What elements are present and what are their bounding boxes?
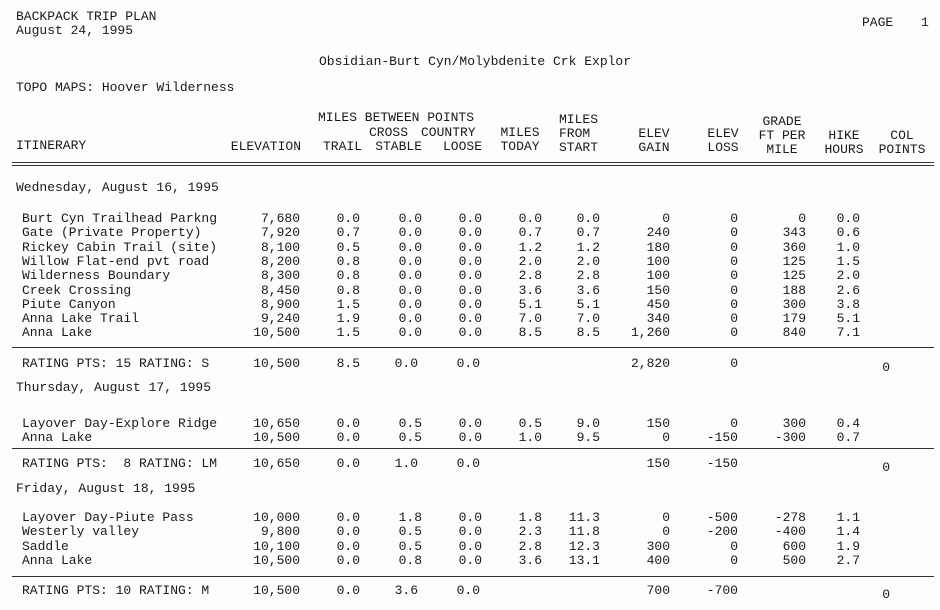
elev-loss-cell: 0 xyxy=(730,211,738,226)
hike-hours-cell: 0.0 xyxy=(836,211,860,226)
elevation-cell: 10,500 xyxy=(253,325,300,341)
itinerary-cell: Saddle xyxy=(22,538,69,554)
miles-start-cell: 7.0 xyxy=(576,311,600,327)
grade-cell: -300 xyxy=(774,430,806,446)
stable-cell: 0.0 xyxy=(398,296,422,312)
summary-col-points: 0 xyxy=(882,360,890,375)
hike-hours-cell: 5.1 xyxy=(836,311,860,327)
miles-today-cell: 8.5 xyxy=(518,325,542,341)
miles-start-cell: 2.0 xyxy=(576,253,600,269)
summary-elevation: 10,650 xyxy=(253,456,300,471)
miles-start-cell: 3.6 xyxy=(576,282,600,298)
miles-start-cell: 13.1 xyxy=(568,552,600,568)
elev-loss-cell: -500 xyxy=(706,510,738,525)
miles-today-cell: 0.0 xyxy=(518,211,542,226)
elev-loss-cell: 0 xyxy=(730,225,738,241)
elev-gain-cell: 1,260 xyxy=(630,325,670,341)
summary-stable: 1.0 xyxy=(394,456,418,471)
elev-loss-cell: 0 xyxy=(730,268,738,284)
elev-gain-cell: 0 xyxy=(662,430,670,446)
stable-cell: 0.0 xyxy=(398,282,422,298)
grade-cell: -278 xyxy=(774,510,806,525)
itinerary-cell: Willow Flat-end pvt road xyxy=(22,253,210,269)
elevation-cell: 10,500 xyxy=(253,552,300,568)
summary-trail: 0.0 xyxy=(336,583,360,598)
miles-start-cell: 0.0 xyxy=(576,211,600,226)
miles-today-cell: 1.2 xyxy=(518,239,542,255)
elev-loss-cell: 0 xyxy=(730,416,738,431)
trail-cell: 1.9 xyxy=(336,311,360,327)
elev-loss-cell: 0 xyxy=(730,282,738,298)
grade-cell: 500 xyxy=(782,552,806,568)
elevation-cell: 10,500 xyxy=(253,430,300,446)
elev-gain-cell: 150 xyxy=(646,416,670,431)
loose-cell: 0.0 xyxy=(458,239,482,255)
trail-cell: 0.5 xyxy=(336,239,360,255)
elev-loss-cell: 0 xyxy=(730,538,738,554)
col-points-header-2: POINTS xyxy=(878,142,926,157)
grade-cell: 300 xyxy=(782,296,806,312)
elevation-cell: 9,800 xyxy=(260,524,300,540)
miles-today-cell: 2.3 xyxy=(518,524,542,540)
elev-gain-cell: 100 xyxy=(646,268,670,284)
elevation-cell: 10,000 xyxy=(253,510,300,525)
stable-cell: 0.5 xyxy=(398,416,422,431)
loose-cell: 0.0 xyxy=(458,430,482,446)
grade-cell: -400 xyxy=(774,524,806,540)
elev-loss-header-1: ELEV xyxy=(707,126,739,141)
hike-hours-cell: 0.4 xyxy=(836,416,860,431)
summary-stable: 0.0 xyxy=(394,356,418,371)
elev-loss-cell: 0 xyxy=(730,325,738,341)
elev-gain-cell: 100 xyxy=(646,253,670,269)
elev-gain-cell: 300 xyxy=(646,538,670,554)
miles-today-cell: 7.0 xyxy=(518,311,542,327)
miles-today-cell: 1.8 xyxy=(518,510,542,525)
miles-start-cell: 2.8 xyxy=(576,268,600,284)
trail-cell: 0.8 xyxy=(336,268,360,284)
hike-hours-cell: 1.1 xyxy=(836,510,860,525)
grade-cell: 360 xyxy=(782,239,806,255)
loose-cell: 0.0 xyxy=(458,296,482,312)
miles-today-cell: 3.6 xyxy=(518,282,542,298)
trail-header: TRAIL xyxy=(322,139,362,154)
col-points-header-1: COL xyxy=(890,128,914,143)
hike-hours-cell: 3.8 xyxy=(836,296,860,312)
miles-today-cell: 1.0 xyxy=(518,430,542,446)
loose-cell: 0.0 xyxy=(458,416,482,431)
miles-start-header-2: FROM xyxy=(559,126,591,141)
loose-cell: 0.0 xyxy=(458,311,482,327)
stable-cell: 1.8 xyxy=(398,510,422,525)
loose-cell: 0.0 xyxy=(458,225,482,241)
stable-cell: 0.5 xyxy=(398,524,422,540)
stable-cell: 0.8 xyxy=(398,552,422,568)
elevation-cell: 10,100 xyxy=(253,538,300,554)
elevation-cell: 8,900 xyxy=(260,296,300,312)
trail-cell: 0.8 xyxy=(336,282,360,298)
hike-hours-header-2: HOURS xyxy=(824,142,864,157)
elevation-cell: 8,200 xyxy=(260,253,300,269)
itinerary-cell: Rickey Cabin Trail (site) xyxy=(22,239,218,255)
grade-cell: 0 xyxy=(798,211,806,226)
miles-today-cell: 2.8 xyxy=(518,268,542,284)
stable-cell: 0.0 xyxy=(398,325,422,341)
trail-cell: 0.0 xyxy=(336,416,360,431)
elev-loss-cell: 0 xyxy=(730,552,738,568)
hike-hours-header-1: HIKE xyxy=(828,128,860,143)
elev-gain-cell: 240 xyxy=(646,225,670,241)
summary-col-points: 0 xyxy=(882,587,890,602)
miles-start-cell: 5.1 xyxy=(576,296,600,312)
trail-cell: 0.0 xyxy=(336,538,360,554)
stable-cell: 0.0 xyxy=(398,225,422,241)
trail-cell: 1.5 xyxy=(336,296,360,312)
itinerary-cell: Gate (Private Property) xyxy=(22,225,202,241)
page-number: 1 xyxy=(921,15,929,30)
miles-today-header-1: MILES xyxy=(500,125,540,140)
stable-cell: 0.0 xyxy=(398,211,422,226)
topo-maps: TOPO MAPS: Hoover Wilderness xyxy=(16,80,235,95)
elev-gain-cell: 0 xyxy=(662,211,670,226)
day-date: Thursday, August 17, 1995 xyxy=(16,380,212,395)
grade-cell: 179 xyxy=(782,311,806,327)
elev-gain-cell: 180 xyxy=(646,239,670,255)
loose-cell: 0.0 xyxy=(458,538,482,554)
elev-gain-cell: 0 xyxy=(662,524,670,540)
hike-hours-cell: 2.0 xyxy=(836,268,860,284)
grade-cell: 600 xyxy=(782,538,806,554)
elev-loss-cell: 0 xyxy=(730,311,738,327)
day-date: Friday, August 18, 1995 xyxy=(16,481,196,496)
elevation-cell: 8,300 xyxy=(260,268,300,284)
elevation-cell: 10,650 xyxy=(253,416,300,431)
itinerary-cell: Wilderness Boundary xyxy=(22,268,171,284)
itinerary-cell: Creek Crossing xyxy=(22,282,132,298)
miles-today-header-2: TODAY xyxy=(500,139,540,154)
miles-start-header-1: MILES xyxy=(559,112,599,127)
elev-loss-cell: 0 xyxy=(730,296,738,312)
summary-loss: -700 xyxy=(706,583,738,598)
elevation-cell: 8,450 xyxy=(260,282,300,298)
trail-cell: 0.0 xyxy=(336,430,360,446)
hike-hours-cell: 1.0 xyxy=(836,239,860,255)
grade-cell: 188 xyxy=(782,282,806,298)
summary-rule xyxy=(12,347,934,348)
hike-hours-cell: 1.4 xyxy=(836,524,860,540)
trail-cell: 0.7 xyxy=(336,225,360,241)
rating-label: RATING PTS: 15 RATING: S xyxy=(22,356,210,371)
loose-cell: 0.0 xyxy=(458,282,482,298)
miles-today-cell: 2.0 xyxy=(518,253,542,269)
summary-elevation: 10,500 xyxy=(253,583,300,598)
elev-gain-header-1: ELEV xyxy=(638,126,670,141)
itinerary-cell: Anna Lake xyxy=(22,430,93,446)
loose-cell: 0.0 xyxy=(458,268,482,284)
elev-gain-cell: 340 xyxy=(646,311,670,327)
grade-cell: 840 xyxy=(782,325,806,341)
itinerary-cell: Burt Cyn Trailhead Parkng xyxy=(22,211,218,226)
loose-cell: 0.0 xyxy=(458,253,482,269)
miles-between-header: MILES BETWEEN POINTS xyxy=(318,110,475,125)
hike-hours-cell: 1.5 xyxy=(836,253,860,269)
itinerary-cell: Anna Lake xyxy=(22,552,93,568)
miles-today-cell: 0.5 xyxy=(518,416,542,431)
elev-gain-header-2: GAIN xyxy=(638,140,670,155)
trail-cell: 1.5 xyxy=(336,325,360,341)
header-rule-top xyxy=(12,162,934,163)
miles-start-cell: 9.5 xyxy=(576,430,600,446)
loose-cell: 0.0 xyxy=(458,510,482,525)
hike-hours-cell: 0.7 xyxy=(836,430,860,446)
trail-cell: 0.8 xyxy=(336,253,360,269)
grade-header-1: GRADE xyxy=(762,114,802,129)
miles-start-cell: 11.8 xyxy=(568,524,600,540)
hike-hours-cell: 0.6 xyxy=(836,225,860,241)
summary-loose: 0.0 xyxy=(456,456,480,471)
country-header: COUNTRY xyxy=(421,125,476,140)
hike-hours-cell: 7.1 xyxy=(836,325,860,341)
miles-today-cell: 3.6 xyxy=(518,552,542,568)
grade-header-2: FT PER xyxy=(758,128,806,143)
stable-cell: 0.0 xyxy=(398,311,422,327)
summary-elevation: 10,500 xyxy=(253,356,300,371)
elev-loss-cell: 0 xyxy=(730,239,738,255)
page-label: PAGE xyxy=(862,15,894,30)
grade-header-3: MILE xyxy=(766,142,798,157)
report-title: BACKPACK TRIP PLAN xyxy=(16,9,157,24)
stable-cell: 0.5 xyxy=(398,538,422,554)
miles-start-header-3: START xyxy=(559,140,599,155)
miles-start-cell: 1.2 xyxy=(576,239,600,255)
itinerary-header: ITINERARY xyxy=(16,138,87,153)
elev-gain-cell: 0 xyxy=(662,510,670,525)
miles-start-cell: 8.5 xyxy=(576,325,600,341)
elev-loss-cell: -200 xyxy=(706,524,738,540)
elev-loss-cell: 0 xyxy=(730,253,738,269)
grade-cell: 300 xyxy=(782,416,806,431)
miles-start-cell: 0.7 xyxy=(576,225,600,241)
miles-today-cell: 0.7 xyxy=(518,225,542,241)
elevation-cell: 9,240 xyxy=(260,311,300,327)
rating-label: RATING PTS: 10 RATING: M xyxy=(22,583,210,598)
trail-cell: 0.0 xyxy=(336,211,360,226)
header-rule-bottom xyxy=(12,165,934,166)
miles-today-cell: 5.1 xyxy=(518,296,542,312)
elevation-cell: 8,100 xyxy=(260,239,300,255)
cross-header: CROSS xyxy=(369,125,409,140)
miles-today-cell: 2.8 xyxy=(518,538,542,554)
trail-cell: 0.0 xyxy=(336,552,360,568)
grade-cell: 125 xyxy=(782,253,806,269)
itinerary-cell: Anna Lake Trail xyxy=(22,311,140,327)
rating-label: RATING PTS: 8 RATING: LM xyxy=(22,456,218,471)
elevation-header: ELEVATION xyxy=(230,139,301,154)
loose-cell: 0.0 xyxy=(458,325,482,341)
itinerary-cell: Piute Canyon xyxy=(22,296,116,312)
elev-loss-header-2: LOSS xyxy=(707,140,739,155)
elevation-cell: 7,680 xyxy=(260,211,300,226)
grade-cell: 125 xyxy=(782,268,806,284)
stable-cell: 0.0 xyxy=(398,268,422,284)
summary-stable: 3.6 xyxy=(394,583,418,598)
elev-gain-cell: 450 xyxy=(646,296,670,312)
miles-start-cell: 11.3 xyxy=(568,510,600,525)
itinerary-cell: Anna Lake xyxy=(22,325,93,341)
day-date: Wednesday, August 16, 1995 xyxy=(16,180,219,195)
itinerary-cell: Layover Day-Piute Pass xyxy=(22,510,194,525)
loose-cell: 0.0 xyxy=(458,211,482,226)
summary-loss: 0 xyxy=(730,356,738,371)
stable-header: STABLE xyxy=(375,139,422,154)
summary-rule xyxy=(12,448,934,449)
summary-col-points: 0 xyxy=(882,460,890,475)
itinerary-cell: Westerly valley xyxy=(22,524,140,540)
itinerary-cell: Layover Day-Explore Ridge xyxy=(22,416,218,431)
stable-cell: 0.5 xyxy=(398,430,422,446)
summary-gain: 700 xyxy=(646,583,670,598)
elev-gain-cell: 150 xyxy=(646,282,670,298)
loose-cell: 0.0 xyxy=(458,552,482,568)
summary-trail: 8.5 xyxy=(336,356,360,371)
hike-hours-cell: 2.7 xyxy=(836,552,860,568)
summary-rule xyxy=(12,576,934,577)
loose-header: LOOSE xyxy=(442,139,482,154)
summary-gain: 2,820 xyxy=(630,356,670,371)
stable-cell: 0.0 xyxy=(398,253,422,269)
elevation-cell: 7,920 xyxy=(260,225,300,241)
summary-loose: 0.0 xyxy=(456,356,480,371)
hike-hours-cell: 1.9 xyxy=(836,538,860,554)
summary-loose: 0.0 xyxy=(456,583,480,598)
elev-gain-cell: 400 xyxy=(646,552,670,568)
hike-hours-cell: 2.6 xyxy=(836,282,860,298)
elev-loss-cell: -150 xyxy=(706,430,738,446)
trail-cell: 0.0 xyxy=(336,524,360,540)
stable-cell: 0.0 xyxy=(398,239,422,255)
miles-start-cell: 9.0 xyxy=(576,416,600,431)
miles-start-cell: 12.3 xyxy=(568,538,600,554)
report-date: August 24, 1995 xyxy=(16,23,134,38)
grade-cell: 343 xyxy=(782,225,806,241)
summary-trail: 0.0 xyxy=(336,456,360,471)
summary-gain: 150 xyxy=(646,456,670,471)
trip-name: Obsidian-Burt Cyn/Molybdenite Crk Explor xyxy=(318,54,632,69)
trail-cell: 0.0 xyxy=(336,510,360,525)
loose-cell: 0.0 xyxy=(458,524,482,540)
summary-loss: -150 xyxy=(706,456,738,471)
